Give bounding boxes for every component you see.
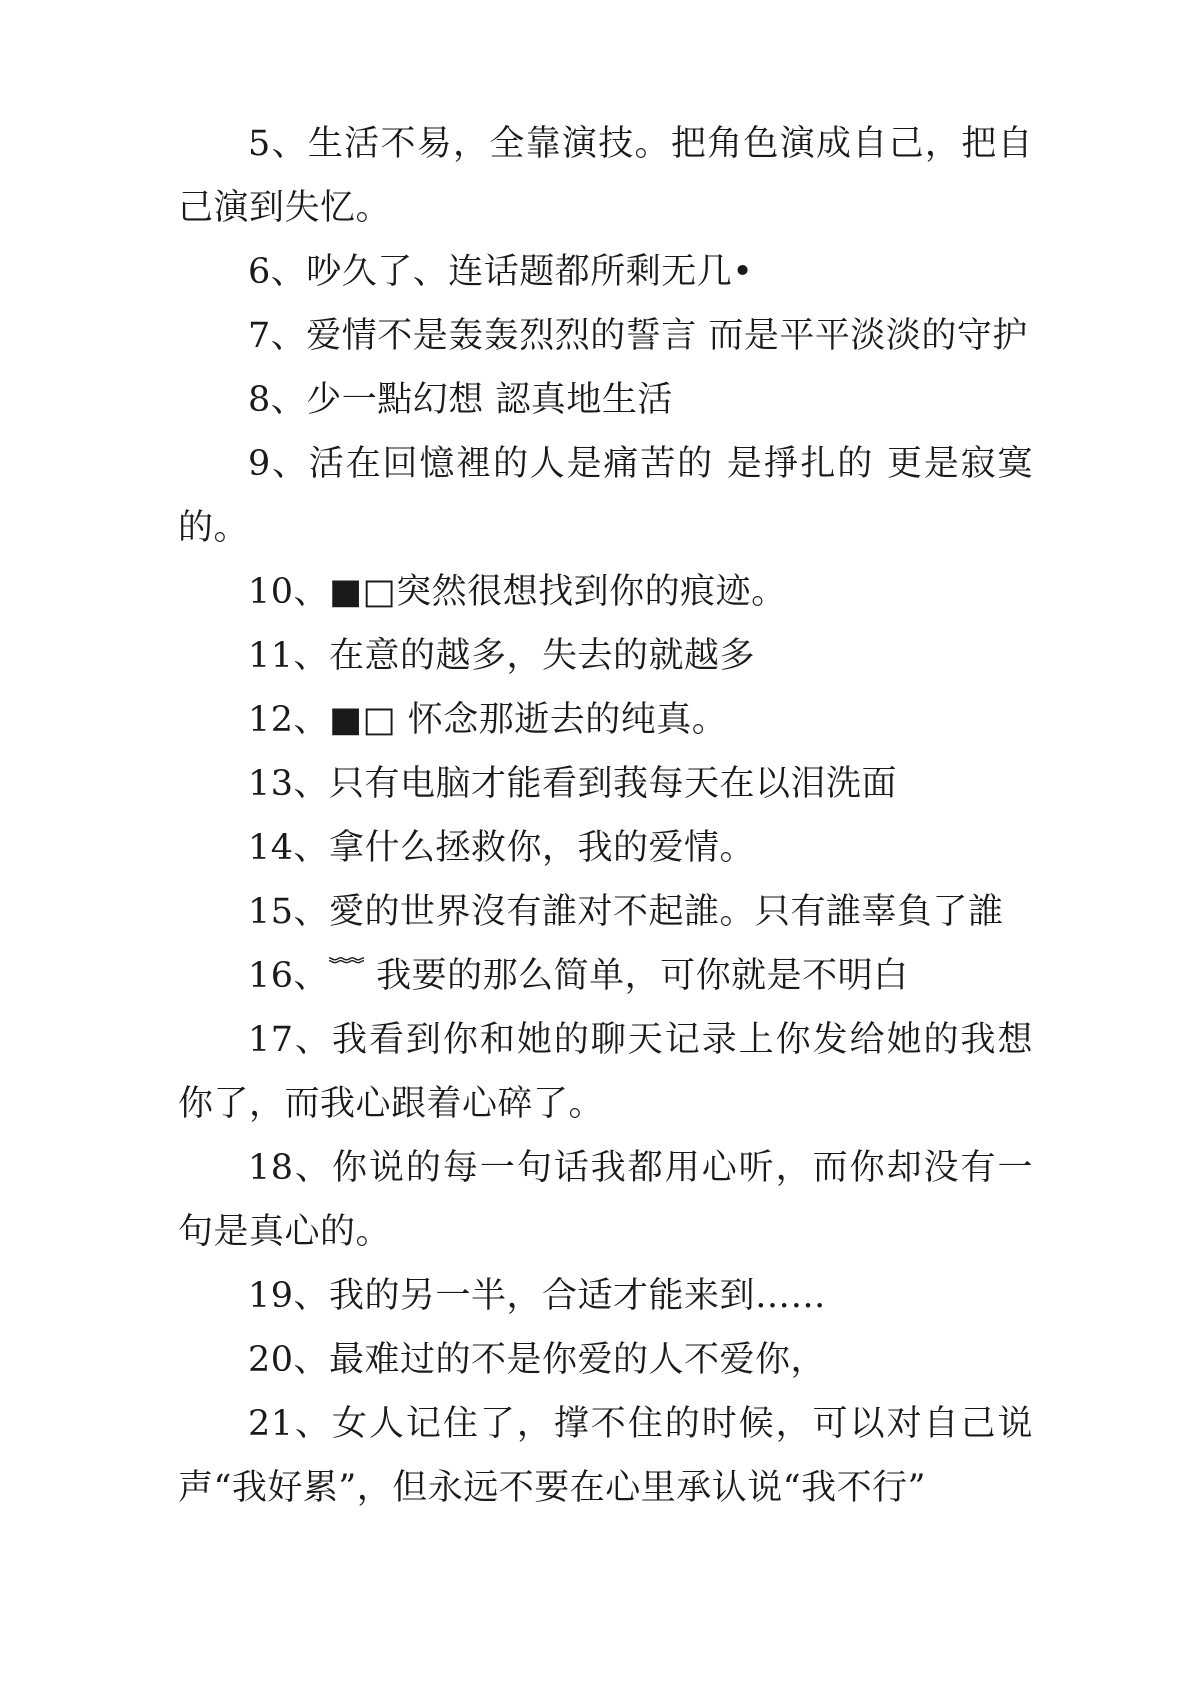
- paragraph-20: 20、最难过的不是你爱的人不爱你，: [248, 1340, 827, 1380]
- paragraph-9: 9、活在回憶裡的人是痛苦的 是掙扎的 更是寂寞的。: [178, 444, 1033, 548]
- paragraph-8: 8、少一點幻想 認真地生活: [248, 380, 673, 420]
- paragraph-19: 19、我的另一半，合适才能来到……: [248, 1276, 827, 1316]
- paragraph-16: 16、﹌ 我要的那么简单，可你就是不明白: [248, 956, 909, 996]
- document-body: [178, 112, 1033, 1520]
- paragraph-21: 21、女人记住了，撑不住的时候，可以对自己说声“我好累”，但永远不要在心里承认说“我不行”: [178, 1404, 1033, 1508]
- paragraph-17: 17、我看到你和她的聊天记录上你发给她的我想你了，而我心跟着心碎了。: [178, 1020, 1033, 1124]
- paragraph-5: 5、生活不易，全靠演技。把角色演成自己，把自己演到失忆。: [178, 124, 1033, 228]
- paragraph-7: 7、爱情不是轰轰烈烈的誓言 而是平平淡淡的守护: [248, 316, 1028, 356]
- paragraph-15: 15、愛的世界沒有誰对不起誰。只有誰辜負了誰: [248, 892, 1004, 932]
- paragraph-6: 6、吵久了、连话题都所剩无几•: [248, 252, 754, 292]
- paragraph-11: 11、在意的越多，失去的就越多: [248, 636, 756, 676]
- paragraph-12: 12、■□ 怀念那逝去的纯真。: [248, 700, 728, 740]
- paragraph-13: 13、只有电脑才能看到莪每天在以泪洗面: [248, 764, 898, 804]
- paragraph-14: 14、拿什么拯救你，我的爱情。: [248, 828, 756, 868]
- paragraph-18: 18、你说的每一句话我都用心听，而你却没有一句是真心的。: [178, 1148, 1033, 1252]
- paragraph-10: 10、■□突然很想找到你的痕迹。: [248, 572, 787, 612]
